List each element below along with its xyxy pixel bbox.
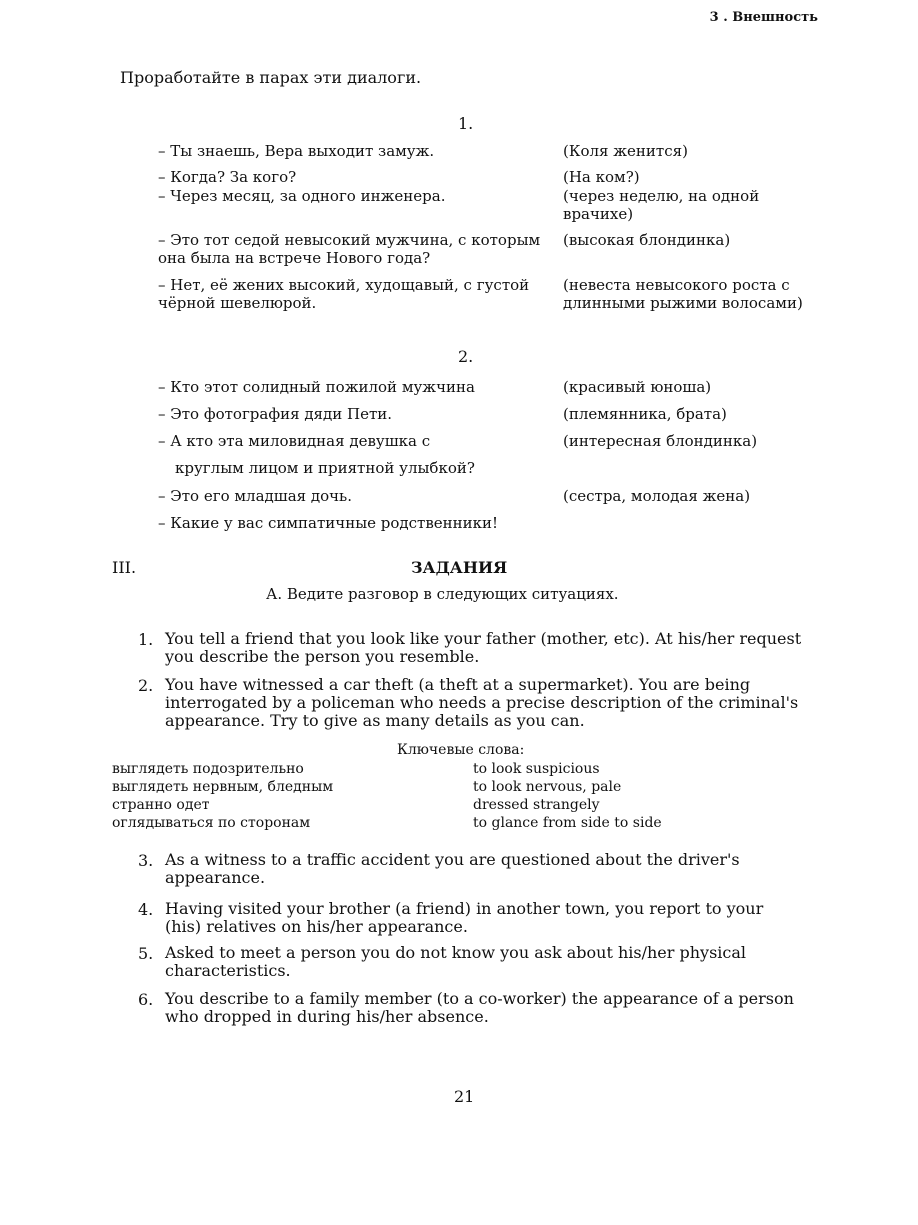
task-number: 5. (138, 944, 154, 963)
dialog-2-substitute: (красивый юноша) (563, 378, 712, 396)
dialog-2-line-continued: круглым лицом и приятной улыбкой? (175, 459, 475, 477)
task-text: You tell a friend that you look like your father (mother, etc). At his/her request you describe the person you resemble. (165, 629, 802, 666)
task-text: Having visited your brother (a friend) in another town, you report to your (his) relatives on his/her appearance. (165, 899, 764, 936)
intro-text: Проработайте в парах эти диалоги. (120, 68, 422, 87)
keyword-ru: выглядеть нервным, бледным (112, 779, 334, 795)
dialog-1-number: 1. (458, 114, 474, 133)
task-text: You describe to a family member (to a co-worker) the appearance of a person who dropped in during his/her absence. (165, 989, 794, 1026)
task-text: You have witnessed a car theft (a theft at a supermarket). You are being interrogated by a policeman who needs a precise description of the criminal's appearance. Try to give as many details as you can. (165, 675, 799, 730)
task-text: Asked to meet a person you do not know you ask about his/her physical characteristics. (165, 943, 747, 980)
dialog-2-substitute: (сестра, молодая жена) (563, 487, 751, 505)
dialog-2-line: – Какие у вас симпатичные родственники! (158, 514, 499, 532)
dialog-2-line: – Кто этот солидный пожилой мужчина (158, 378, 475, 396)
dialog-1-substitute: (через неделю, на одной врачихе) (563, 187, 760, 223)
task-number: 6. (138, 990, 154, 1009)
dialog-2-line: – Это его младшая дочь. (158, 487, 352, 505)
section-numeral: III. (112, 558, 137, 577)
task-number: 3. (138, 851, 154, 870)
dialog-1-substitute: (высокая блондинка) (563, 231, 731, 249)
dialog-2-substitute: (племянника, брата) (563, 405, 727, 423)
keyword-ru: оглядываться по сторонам (112, 815, 311, 831)
task-text: As a witness to a traffic accident you are questioned about the driver's appearance. (165, 850, 740, 887)
dialog-2-substitute: (интересная блондинка) (563, 432, 758, 450)
dialog-1-line: – Когда? За кого? (158, 168, 297, 186)
task-number: 1. (138, 630, 154, 649)
dialog-2-line: – А кто эта миловидная девушка с (158, 432, 431, 450)
keyword-en: to look nervous, pale (473, 779, 622, 795)
dialog-1-substitute: (невеста невысокого роста с длинными рыжими волосами) (563, 276, 803, 312)
section-title: ЗАДАНИЯ (411, 558, 508, 577)
chapter-header: 3 . Внешность (709, 10, 818, 25)
keyword-ru: странно одет (112, 797, 210, 813)
task-number: 2. (138, 676, 154, 695)
dialog-1-line: – Ты знаешь, Вера выходит замуж. (158, 142, 435, 160)
dialog-1-substitute: (На ком?) (563, 168, 640, 186)
dialog-1-line: – Нет, её жених высокий, худощавый, с густой чёрной шевелюрой. (158, 276, 530, 312)
task-number: 4. (138, 900, 154, 919)
dialog-2-line: – Это фотография дяди Пети. (158, 405, 393, 423)
keyword-ru: выглядеть подозрительно (112, 761, 304, 777)
keyword-en: dressed strangely (473, 797, 600, 813)
section-subtitle: А. Ведите разговор в следующих ситуациях. (266, 585, 619, 603)
keyword-en: to look suspicious (473, 761, 600, 777)
page-number: 21 (454, 1087, 475, 1106)
dialog-1-substitute: (Коля женится) (563, 142, 688, 160)
keywords-title: Ключевые слова: (397, 742, 525, 758)
dialog-1-line: – Это тот седой невысокий мужчина, с которым она была на встрече Нового года? (158, 231, 541, 267)
dialog-1-line: – Через месяц, за одного инженера. (158, 187, 446, 205)
dialog-2-number: 2. (458, 347, 474, 366)
keyword-en: to glance from side to side (473, 815, 662, 831)
